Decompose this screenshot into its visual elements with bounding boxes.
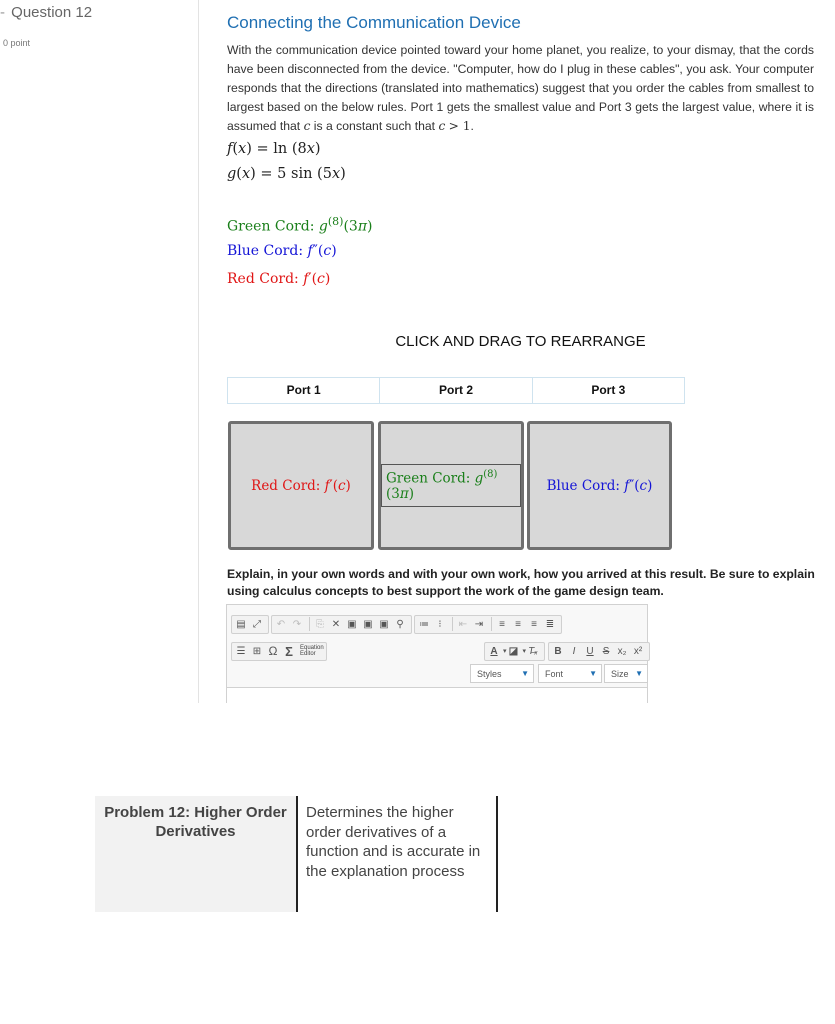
green-cord-definition: Green Cord: $g^{(8)}(3\pi)$	[227, 215, 373, 235]
subscript-icon[interactable]: x₂	[617, 645, 627, 657]
draggable-blue-cord[interactable]: Blue Cord: f″(c)	[527, 421, 672, 550]
align-right-icon[interactable]: ≡	[531, 618, 537, 630]
port-1-header: Port 1	[286, 383, 321, 397]
outdent-icon[interactable]: ⇤	[458, 618, 468, 630]
toolbar-group-document	[231, 615, 269, 634]
drag-instructions: CLICK AND DRAG TO REARRANGE	[395, 333, 646, 350]
editor-toolbar-row-2	[231, 642, 327, 660]
underline-icon[interactable]: U	[586, 645, 594, 657]
align-center-icon[interactable]: ≡	[515, 618, 521, 630]
toolbar-group-clipboard	[271, 615, 412, 634]
rubric-description: Determines the higher order derivatives of a function and is accurate in the explanation process	[306, 804, 481, 880]
styles-label: Styles	[477, 668, 502, 679]
toolbar-separator	[452, 617, 453, 631]
f-definition: f(x) = ln (8x)	[227, 141, 321, 157]
source-icon[interactable]: ▤	[236, 618, 246, 630]
question-label: - Question 12	[0, 4, 93, 21]
port-2-header: Port 2	[379, 378, 531, 403]
remove-format-icon[interactable]: T̶ₓ	[528, 645, 538, 657]
justify-icon[interactable]: ≣	[545, 618, 555, 630]
explain-prompt: Explain, in your own words and with your own work, how you arrived at this result. Be sure to explain using calculus concepts to best support the work of the game design team.	[227, 567, 815, 598]
bg-color-icon[interactable]: ◪	[508, 645, 519, 657]
indent-icon[interactable]: ⇥	[474, 618, 484, 630]
red-cord-definition: Red Cord: f′(c)	[227, 271, 331, 287]
red-cord-label: Red Cord:	[227, 271, 299, 287]
superscript-icon[interactable]: x²	[633, 645, 643, 657]
rubric-title: Problem 12: Higher Order Derivatives	[104, 804, 287, 840]
numbered-list-icon[interactable]: ≔	[419, 618, 429, 630]
copy-icon[interactable]: ⎘	[316, 618, 324, 630]
bold-icon[interactable]: B	[554, 645, 562, 657]
rubric-divider	[296, 796, 298, 912]
italic-icon[interactable]: I	[572, 645, 576, 657]
redo-icon[interactable]: ↷	[292, 618, 302, 630]
size-label: Size	[611, 668, 629, 679]
sigma-icon[interactable]: Σ	[285, 643, 293, 659]
port-3-header: Port 3	[532, 378, 684, 403]
rubric-divider	[496, 796, 498, 912]
font-dropdown[interactable]	[538, 664, 602, 683]
strike-icon[interactable]: S	[602, 645, 610, 657]
paste-text-icon[interactable]: ▣	[363, 618, 373, 630]
question-title: Connecting the Communication Device	[227, 13, 521, 32]
toolbar-separator	[309, 617, 310, 631]
font-label: Font	[545, 668, 564, 679]
draggable-green-cord[interactable]: Green Cord: $g^{(8)}(3\pi)$	[378, 421, 524, 550]
find-icon[interactable]: ⚲	[396, 618, 404, 630]
toolbar-group-basic-styles	[548, 642, 650, 661]
chevron-down-icon: ▼	[589, 669, 597, 678]
toolbar-group-insert	[231, 642, 327, 661]
equation-label-1: Equation	[300, 645, 324, 651]
text-color-icon[interactable]: A	[490, 645, 498, 657]
bulleted-list-icon[interactable]: ⁝	[438, 618, 442, 630]
port-header-row	[227, 377, 685, 404]
draggable-red-cord[interactable]: Red Cord: f′(c)	[228, 421, 374, 550]
paste-word-icon[interactable]: ▣	[379, 618, 389, 630]
blue-cord-definition: Blue Cord: f″(c)	[227, 243, 337, 259]
editor-toolbar-format	[484, 642, 650, 660]
column-divider	[198, 0, 199, 703]
slot-1-label: Red Cord:	[251, 477, 321, 494]
table-icon[interactable]: ⊞	[252, 645, 262, 657]
rich-text-editor	[226, 604, 648, 703]
equation-label-2: Editor	[300, 651, 316, 657]
equation-editor-button[interactable]	[300, 645, 324, 657]
slot-2-label: Green Cord:	[386, 470, 471, 487]
chevron-down-icon: ▼	[635, 669, 643, 678]
styles-dropdown[interactable]	[470, 664, 534, 683]
slot-3-label: Blue Cord:	[546, 477, 620, 494]
horizontal-rule-icon[interactable]: ☰	[236, 645, 246, 657]
question-points: 0 point	[3, 38, 31, 48]
question-number: Question 12	[11, 4, 93, 21]
undo-icon[interactable]: ↶	[276, 618, 286, 630]
editor-toolbar-row-1	[231, 615, 562, 633]
question-prompt: With the communication device pointed toward your home planet, you realize, to your dismay, that the cords have been disconnected from the device. "Computer, how do I plug in these cables", you ask. Your computer responds that the directions (translated into mathematics) suggest that you order the cables from smallest to largest based on the below rules. Port 1 gets the smallest value and Port 3 gets the largest value, where it is assumed that c is a constant such that c > 1.	[227, 43, 814, 133]
prompt-text: With the communication device pointed toward your home planet, you realize, to your dismay, that the cords have been disconnected from the device. "Computer, how do I plug in these cables", you ask. Your computer responds that the directions (translated into mathematics) suggest that you order the cables from smallest to largest based on the below rules. Port 1 gets the smallest value and Port 3 gets the largest value, where it is assumed that	[227, 43, 814, 133]
maximize-icon[interactable]: ⤢	[253, 618, 261, 630]
paste-icon[interactable]: ▣	[347, 618, 357, 630]
prompt-math: c	[303, 119, 311, 133]
special-char-icon[interactable]: Ω	[268, 644, 278, 658]
toolbar-group-colors: A ▾ ◪ ▾ T̶ₓ	[484, 642, 545, 661]
size-dropdown[interactable]	[604, 664, 648, 683]
align-left-icon[interactable]: ≡	[499, 618, 505, 630]
toolbar-group-paragraph	[414, 615, 562, 634]
cut-icon[interactable]: ✕	[331, 618, 341, 630]
chevron-down-icon: ▼	[521, 669, 529, 678]
green-cord-label: Green Cord:	[227, 218, 315, 235]
g-definition: g(x) = 5 sin (5x)	[227, 166, 346, 182]
blue-cord-label: Blue Cord:	[227, 243, 304, 259]
editor-text-area[interactable]	[227, 687, 647, 705]
toolbar-separator	[491, 617, 492, 631]
